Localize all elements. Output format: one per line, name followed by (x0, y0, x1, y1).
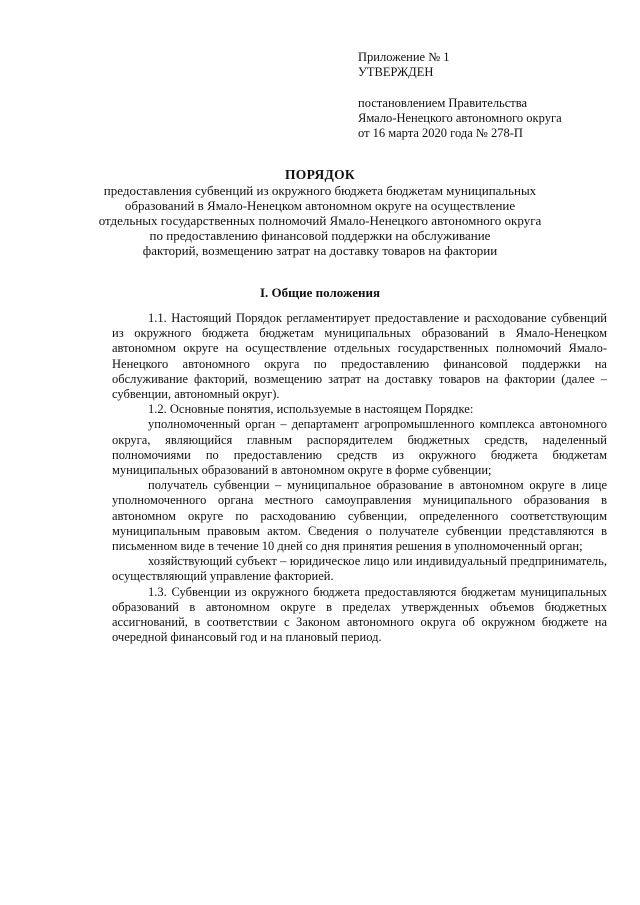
paragraph: 1.3. Субвенции из окружного бюджета предоставляются бюджетам муниципальных образований в автономном округе в пределах утвержденных объемов бюджетных ассигнований, в соответствии с Законом автономного округа об окружном бюджете на очередной финансовый год и на плановый период. (112, 584, 607, 645)
title-line: образований в Ямало-Ненецком автономном округе на осуществление (124, 198, 516, 213)
title-line: факторий, возмещению затрат на доставку товаров на фактории (142, 243, 498, 258)
approval-line-3: от 16 марта 2020 года № 278-П (358, 126, 523, 140)
document-body (112, 311, 607, 645)
paragraph: 1.1. Настоящий Порядок регламентирует предоставление и расходование субвенций из окружного бюджета бюджетам муниципальных образований в Ямало-Ненецком автономном округе на осуществление отдельных государственных полномочий Ямало-Ненецкого автономного округа по предоставлению финансовой поддержки на обслуживание факторий, возмещению затрат на доставку товаров на фактории (далее – субвенции, автономный округ). (112, 311, 607, 402)
document-title-block (0, 167, 640, 258)
paragraph: уполномоченный орган – департамент агропромышленного комплекса автономного округа, являющийся главным распорядителем бюджетных средств, наделенный полномочиями по предоставлению средств из окружного бюджета бюджетам муниципальных образований в автономном округе в форме субвенции; (112, 417, 607, 478)
section-heading: I. Общие положения (260, 285, 380, 300)
approved-label: УТВЕРЖДЕН (358, 65, 434, 79)
title-line: по предоставлению финансовой поддержки на обслуживание (149, 228, 491, 243)
appendix-number: Приложение № 1 (358, 50, 450, 64)
paragraph: хозяйствующий субъект – юридическое лицо или индивидуальный предприниматель, осуществляющий управление факторией. (112, 554, 607, 584)
paragraph: получатель субвенции – муниципальное образование в автономном округе в лице уполномоченного органа местного самоуправления муниципального образования в автономном округе по расходованию субвенции, определенного соответствующим муниципальным правовым актом. Сведения о получателе субвенции представляются в письменном виде в течение 10 дней со дня принятия решения в уполномоченный орган; (112, 478, 607, 554)
approval-stamp (358, 50, 618, 141)
title-line: предоставления субвенций из окружного бюджета бюджетам муниципальных (103, 183, 537, 198)
approval-line-1: постановлением Правительства (358, 96, 528, 110)
title-line: отдельных государственных полномочий Ямало-Ненецкого автономного округа (98, 213, 542, 228)
document-title: ПОРЯДОК (284, 167, 355, 182)
paragraph: 1.2. Основные понятия, используемые в настоящем Порядке: (148, 402, 474, 417)
approval-line-2: Ямало-Ненецкого автономного округа (358, 111, 562, 125)
